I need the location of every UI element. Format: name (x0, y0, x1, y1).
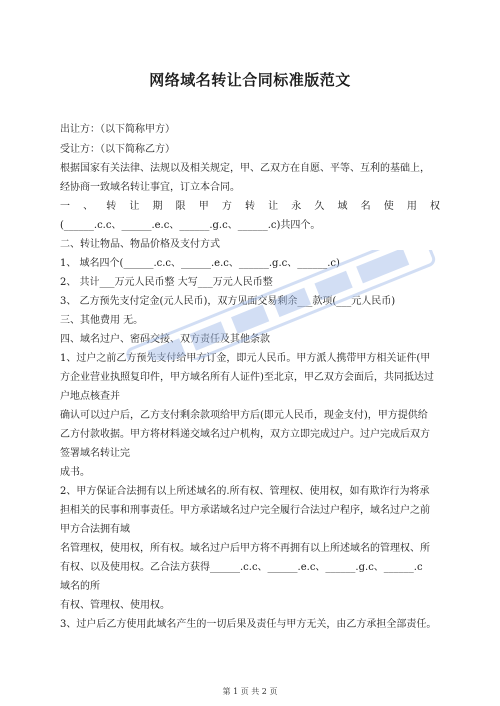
transfer-term-line (60, 201, 440, 213)
clause-line: 甲方合法拥有域 (60, 524, 130, 535)
char: 期 (152, 201, 163, 212)
section-heading: 三、其他费用 无。 (60, 315, 144, 326)
char: 让 (129, 201, 140, 212)
party-transferee: 受让方：（以下简称乙方） (60, 144, 175, 155)
clause-line: 户地点核查并 (60, 391, 120, 402)
char: 用 (406, 201, 417, 212)
char: 域 (337, 201, 348, 212)
clause-line: 乙方付款收据。甲方将材料递交域名过户机构，双方立即完成过户。过户完成后双方 (60, 429, 430, 440)
char: 转 (106, 201, 117, 212)
clause-line: 1、 域名四个(______.c.c、______.e.c、______.g.c、______.c) (60, 258, 340, 269)
clause-line: 确认可以过户后，乙方支付剩余款项给甲方后(即元人民币，现金支付)，甲方提供给 (60, 410, 428, 421)
clause-line: 方企业营业执照复印件，甲方域名所有人证件)至北京，甲乙双方会面后，共同抵达过 (60, 372, 434, 383)
document-title: 网络域名转让合同标准版范文 (149, 71, 351, 89)
clause-line: 3、过户后乙方使用此域名产生的一切后果及责任与甲方无关，由乙方承担全部责任。 (60, 619, 437, 630)
preamble-line: 经协商一致域名转让事宜，订立本合同。 (60, 182, 240, 193)
char: 名 (360, 201, 371, 212)
clause-line: 成书。 (60, 467, 90, 478)
clause-line: 名管理权，使用权，所有权。域名过户后甲方将不再拥有以上所述域名的管理权、所 (60, 543, 430, 554)
char: 使 (383, 201, 394, 212)
char: 转 (245, 201, 255, 212)
clause-line: 2、甲方保证合法拥有以上所述域名的.所有权、管理权、使用权，如有欺诈行为将承 (60, 486, 430, 497)
section-heading: 四、域名过户、密码交接、双方责任及其他条款 (60, 334, 270, 345)
char: 方 (221, 201, 232, 212)
domain-list-line: (______.c.c、______.e.c、______.g.c、______.c)共四个。 (60, 220, 321, 231)
char: 甲 (198, 201, 209, 212)
clause-line: 有权、管理权、使用权。 (60, 600, 170, 611)
clause-line: 域名的所 (60, 581, 100, 592)
party-transferor: 出让方：（以下简称甲方） (60, 124, 175, 135)
preamble-line: 根据国家有关法律、法规以及相关规定，甲、乙双方在自愿、平等、互利的基础上， (60, 163, 430, 174)
clause-line: 3、 乙方预先支付定金(元人民币)，双方见面交易剩余___款项(___元人民币) (60, 296, 396, 307)
char: 永 (291, 201, 302, 212)
char: 久 (314, 201, 325, 212)
clause-line: 担相关的民事和刑事责任。甲方承诺域名过户完全履行合法过户程序，域名过户之前 (60, 505, 430, 516)
clause-line: 有权、以及使用权。乙合法方获得______.c.c、______.e.c、______.g.c、______.c (60, 562, 423, 573)
char: 限 (175, 201, 186, 212)
page-footer: 第 1 页 共 2 页 (222, 687, 278, 696)
section-heading: 二、转让物品、物品价格及支付方式 (60, 239, 220, 250)
clause-line: 2、 共计___万元人民币整 大写___万元人民币整 (60, 277, 273, 288)
char: 、 (83, 201, 94, 212)
clause-line: 1、过户之前乙方预先支付给甲方订金，即元人民币。甲方派人携带甲方相关证件(甲 (60, 353, 431, 364)
char: 权 (430, 201, 440, 212)
char: 让 (268, 201, 279, 212)
char: 一 (60, 201, 70, 212)
clause-line: 签署域名转让完 (60, 448, 130, 459)
